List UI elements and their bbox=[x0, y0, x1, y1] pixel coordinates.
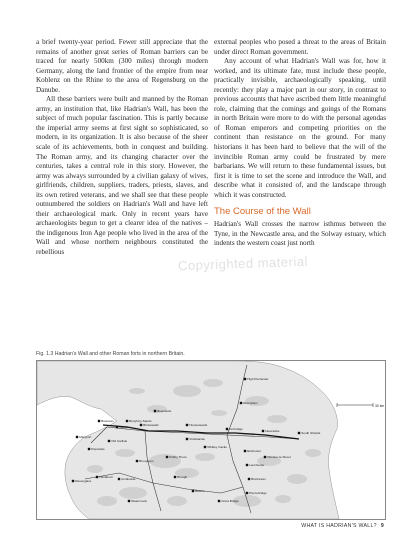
fort-marker bbox=[98, 420, 100, 422]
relief-shading bbox=[119, 487, 147, 499]
fort-label: Piercebridge bbox=[249, 491, 267, 496]
fort-marker bbox=[244, 450, 246, 452]
fort-label: Watercrook bbox=[131, 499, 147, 504]
fort-marker bbox=[246, 492, 248, 494]
fort-label: Brougham bbox=[139, 459, 154, 464]
fort-marker bbox=[246, 464, 248, 466]
fort-label: Chester-le-Street bbox=[267, 455, 291, 460]
right-text-column bbox=[214, 38, 386, 249]
fort-marker bbox=[128, 500, 130, 502]
fort-label: Brough bbox=[177, 475, 188, 480]
fort-marker bbox=[186, 438, 188, 440]
section-heading: The Course of the Wall bbox=[214, 206, 311, 218]
fort-label: Bowness bbox=[101, 419, 114, 424]
relief-shading bbox=[287, 474, 307, 484]
fort-label: Newcastle bbox=[265, 429, 280, 434]
fort-label: Papcastle bbox=[91, 447, 105, 452]
watermark: Copyrighted material bbox=[177, 253, 309, 274]
fort-marker bbox=[218, 500, 220, 502]
fort-label: Risingham bbox=[243, 401, 258, 406]
relief-shading bbox=[129, 388, 145, 394]
fort-marker bbox=[126, 420, 128, 422]
fort-label: Corbridge bbox=[229, 427, 243, 432]
paragraph: All these barriers were built and manned by the Roman army, an institution that, like Hadrian's Wall, has been the subject of much popular fascination. This is partly because the imperial army seems at first sight so sophisticated, so modern, in its organization. It is also because of the sheer scale of its achievements, both in conquest and building. The Roman army, and its changing character over the centuries, takes a central role in this story. However, the army was always surrounded by a civilian galaxy of wives, girlfriends, children, suppliers, traders, priests, slaves, and its own retired veterans, and we shall see that these people outnumbered the soldiers on Hadrian's Wall and have left their archaeological mark. Only in recent years have archaeologists begun to get a clearer idea of the natives – the indigenous Iron Age people who lived in the area of the Wall and whose northern neighbours constituted the rebellious bbox=[36, 95, 208, 257]
paragraph: external peoples who posed a threat to the areas of Britain under direct Roman government. bbox=[214, 38, 386, 56]
fort-marker bbox=[108, 440, 110, 442]
relief-shading bbox=[195, 453, 215, 461]
fort-label: Burgh-by-Sands bbox=[129, 419, 152, 424]
relief-shading bbox=[275, 495, 291, 503]
fort-marker bbox=[116, 426, 118, 428]
roman-forts-map bbox=[36, 360, 386, 520]
fort-label: South Shields bbox=[301, 431, 321, 436]
running-title: WHAT IS HADRIAN'S WALL? bbox=[301, 523, 377, 529]
relief-shading bbox=[211, 410, 227, 416]
fort-marker bbox=[140, 424, 142, 426]
fort-marker bbox=[240, 402, 242, 404]
fort-label: Maryport bbox=[79, 435, 92, 440]
relief-shading bbox=[167, 496, 187, 506]
fort-label: Birdoswald bbox=[143, 423, 159, 428]
fort-label: Bewcastle bbox=[157, 409, 172, 414]
fort-marker bbox=[298, 432, 300, 434]
left-text-column bbox=[36, 38, 208, 258]
fort-label: Housesteads bbox=[189, 423, 208, 428]
fort-label: Carlisle bbox=[119, 425, 130, 430]
fort-marker bbox=[262, 430, 264, 432]
fort-label: Hardknott bbox=[99, 475, 113, 480]
fort-marker bbox=[226, 428, 228, 430]
scale-label: 30 km bbox=[375, 404, 385, 408]
fort-label: Kirkby Thore bbox=[169, 455, 187, 460]
fort-label: Lanchester bbox=[249, 463, 265, 468]
fort-marker bbox=[248, 478, 250, 480]
page-number: 9 bbox=[380, 523, 384, 529]
fort-label: Ebchester bbox=[247, 449, 262, 454]
fort-marker bbox=[118, 478, 120, 480]
relief-shading bbox=[87, 465, 103, 473]
fort-marker bbox=[204, 446, 206, 448]
paragraph: Hadrian's Wall crosses the narrow isthmus between the Tyne, in the Newcastle area, and the Solway estuary, which indents the western coast just north bbox=[214, 220, 386, 248]
relief-shading bbox=[267, 415, 287, 423]
fort-marker bbox=[154, 410, 156, 412]
fort-marker bbox=[244, 378, 246, 380]
relief-shading bbox=[115, 449, 135, 457]
fort-marker bbox=[192, 490, 194, 492]
fort-marker bbox=[136, 460, 138, 462]
relief-shading bbox=[97, 496, 117, 506]
fort-label: Greta Bridge bbox=[221, 499, 239, 504]
relief-shading bbox=[173, 385, 201, 397]
fort-label: Ambleside bbox=[121, 477, 136, 482]
fort-marker bbox=[186, 424, 188, 426]
fort-marker bbox=[76, 436, 78, 438]
fort-marker bbox=[264, 456, 266, 458]
figure-caption: Fig. 1.3 Hadrian's Wall and other Roman forts in northern Britain. bbox=[36, 351, 185, 357]
fort-marker bbox=[72, 480, 74, 482]
fort-label: Whitley Castle bbox=[207, 445, 227, 450]
paragraph: Any account of what Hadrian's Wall was for, how it worked, and its ultimate fate, must include these people, practically invisible, archaeologically speaking, until recently: they play a major part in our story, in contrast to previous accounts that have ascribed them little meaningful role, claiming that the comings and goings of the Romans in north Britain were more to do with the personal agendas of Roman emperors and competing priorities on the continent than resistance on the ground. For many historians it has been hard to believe that the will of the invincible Roman army could be frustrated by mere barbarians. We will return to these fundamental issues, but first it is time to set the scene and introduce the Wall, and describe what it consisted of, and the landscape through which it was constructed. bbox=[214, 57, 386, 199]
relief-shading bbox=[203, 379, 223, 387]
fort-marker bbox=[174, 476, 176, 478]
page-footer bbox=[301, 523, 384, 529]
fort-marker bbox=[88, 448, 90, 450]
fort-marker bbox=[166, 456, 168, 458]
fort-label: Bowes bbox=[195, 489, 205, 494]
fort-label: Old Carlisle bbox=[111, 439, 128, 444]
fort-marker bbox=[96, 476, 98, 478]
fort-label: Ravenglass bbox=[75, 479, 92, 484]
fort-label: Vindolanda bbox=[189, 437, 205, 442]
relief-shading bbox=[305, 449, 321, 457]
paragraph: a brief twenty-year period. Fewer still appreciate that the remains of another great series of Roman barriers can be traced for nearly 500km (300 miles) through modern Germany, along the land frontier of the empire from near Koblenz on the Rhine to the area of Regensburg on the Danube. bbox=[36, 38, 208, 94]
fort-label: Binchester bbox=[251, 477, 266, 482]
fort-label: High Rochester bbox=[247, 377, 269, 382]
